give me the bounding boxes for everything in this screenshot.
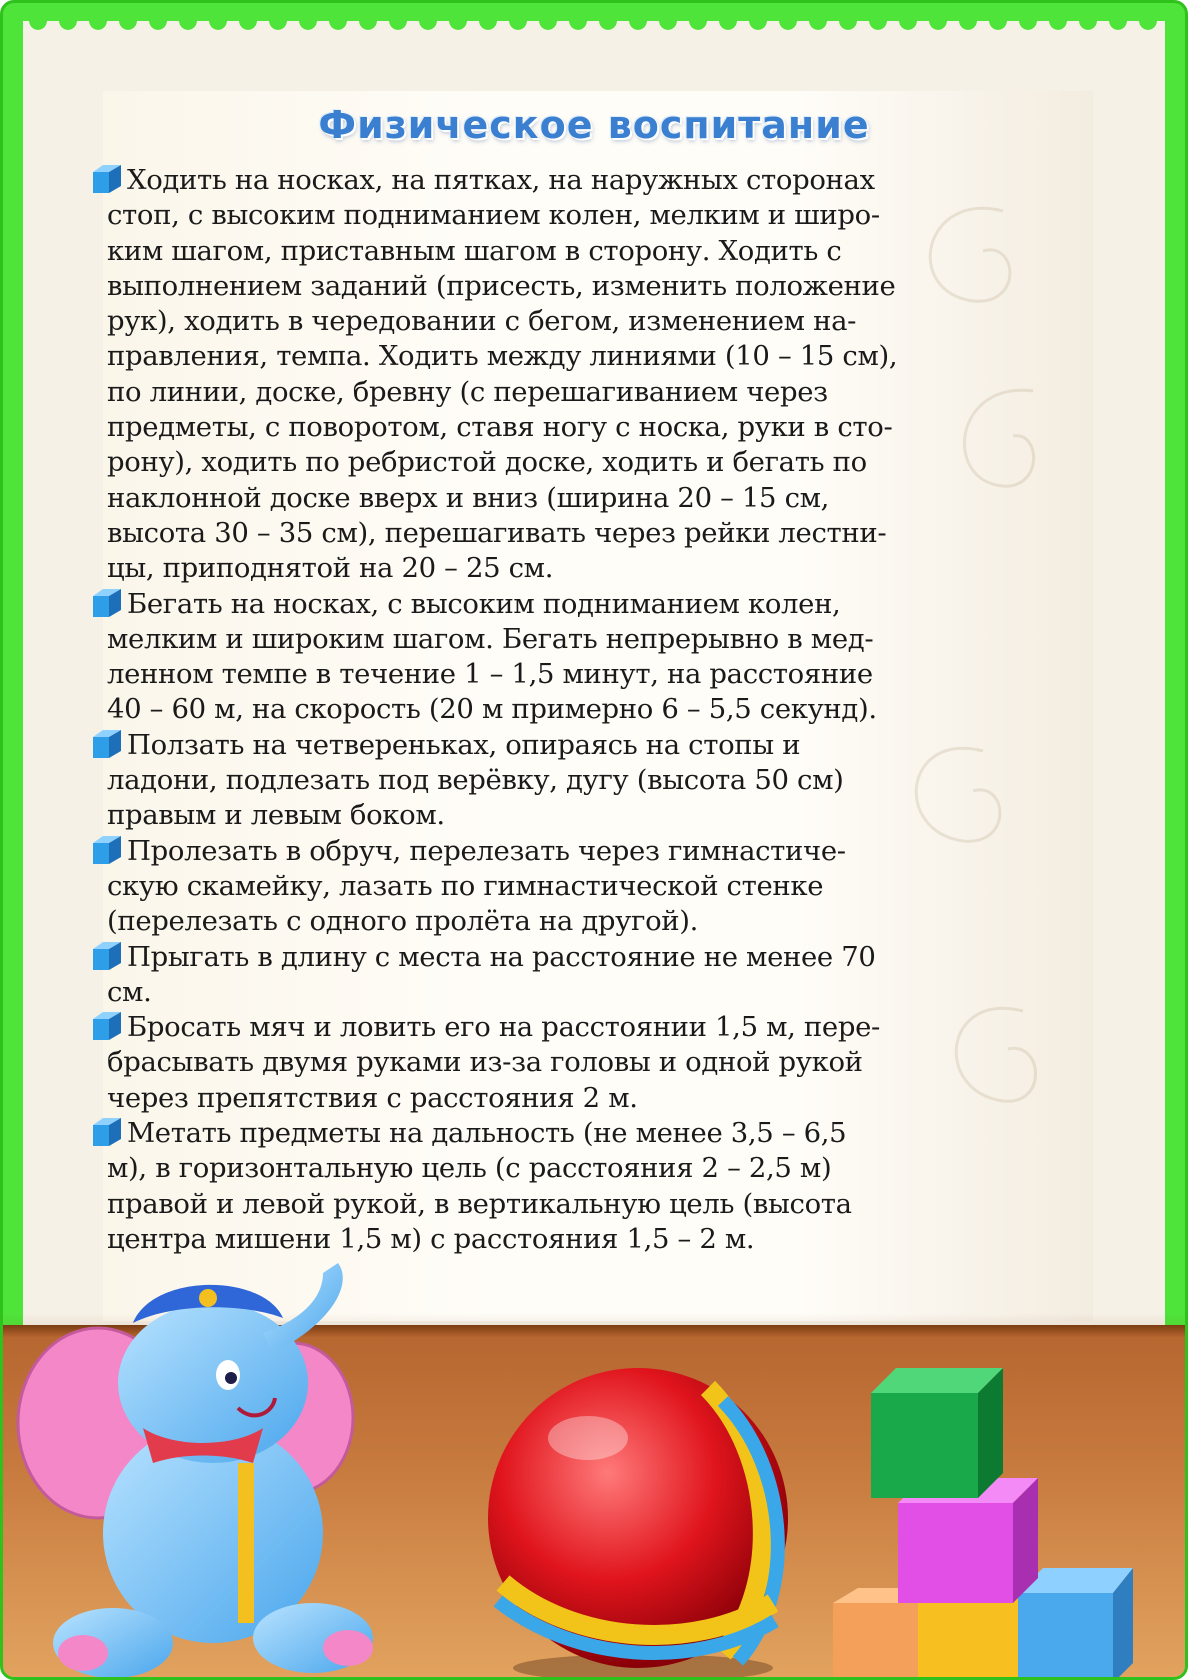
text-line-content: (перелезать с одного пролёта на другой). <box>107 905 699 938</box>
blue-cube-bullet-icon <box>91 940 125 972</box>
text-line-content: Ходить на носках, на пятках, на наружных сторонах <box>127 164 875 196</box>
text-line <box>107 940 1097 975</box>
text-line <box>107 834 1097 869</box>
text-line-content: цы, приподнятой на 20 – 25 см. <box>107 552 554 585</box>
text-line-content: м), в горизонтальную цель (с расстояния 2 – 2,5 м) <box>107 1152 832 1185</box>
text-line <box>107 269 1097 304</box>
cubes-toy-icon <box>833 1368 1133 1680</box>
text-line <box>107 375 1097 410</box>
text-line-content: брасывать двумя руками из-за головы и одной рукой <box>107 1046 863 1079</box>
text-line-content: ладони, подлезать под верёвку, дугу (высота 50 см) <box>107 764 844 797</box>
text-line <box>107 1081 1097 1116</box>
text-line-content: высота 30 – 35 см), перешагивать через рейки лестни- <box>107 516 887 549</box>
toys-illustration <box>3 1263 1188 1680</box>
text-line-content: Ползать на четвереньках, опираясь на стопы и <box>127 728 801 761</box>
text-line-content: ким шагом, приставным шагом в сторону. Ходить с <box>107 234 842 267</box>
text-line <box>107 975 1097 1010</box>
text-line-content: рону), ходить по ребристой доске, ходить и бегать по <box>107 446 867 479</box>
text-line-content: правой и левой рукой, в вертикальную цель (высота <box>107 1187 852 1220</box>
activity-item <box>107 587 1097 728</box>
text-line-content: через препятствия с расстояния 2 м. <box>107 1081 638 1114</box>
text-line <box>107 904 1097 939</box>
blue-cube-bullet-icon <box>91 587 125 619</box>
text-line-content: Прыгать в длину с места на расстояние не менее 70 <box>127 940 876 973</box>
text-line <box>107 304 1097 339</box>
text-line <box>107 622 1097 657</box>
text-line <box>107 339 1097 374</box>
text-line <box>107 551 1097 586</box>
elephant-toy-icon <box>18 1263 373 1678</box>
text-line <box>107 516 1097 551</box>
text-line <box>107 1010 1097 1045</box>
text-line <box>107 163 1097 198</box>
text-line-content: предметы, с поворотом, ставя ногу с носка, руки в сто- <box>107 411 893 444</box>
activity-item <box>107 1116 1097 1257</box>
text-line-content: правления, темпа. Ходить между линиями (10 – 15 см), <box>107 340 898 373</box>
text-line <box>107 445 1097 480</box>
text-line <box>107 763 1097 798</box>
blue-cube-bullet-icon <box>91 1010 125 1042</box>
text-line <box>107 1116 1097 1151</box>
text-line-content: Метать предметы на дальность (не менее 3,5 – 6,5 <box>127 1117 847 1150</box>
text-line-content: скую скамейку, лазать по гимнастической стенке <box>107 869 824 902</box>
text-line-content: по линии, доске, бревну (с перешагиванием через <box>107 375 828 408</box>
activity-item <box>107 940 1097 1011</box>
text-line <box>107 481 1097 516</box>
text-line <box>107 1151 1097 1186</box>
text-line <box>107 798 1097 833</box>
text-line-content: 40 – 60 м, на скорость (20 м примерно 6 – 5,5 секунд). <box>107 693 877 726</box>
text-line-content: Бросать мяч и ловить его на расстоянии 1,5 м, пере- <box>127 1011 880 1044</box>
text-line-content: центра мишени 1,5 м) с расстояния 1,5 – 2 м. <box>107 1222 755 1255</box>
text-line <box>107 587 1097 622</box>
text-line <box>107 728 1097 763</box>
text-line <box>107 657 1097 692</box>
text-line-content: см. <box>107 975 152 1008</box>
text-line <box>107 234 1097 269</box>
text-line-content: наклонной доске вверх и вниз (ширина 20 – 15 см, <box>107 481 830 514</box>
text-line <box>107 1187 1097 1222</box>
blue-cube-bullet-icon <box>91 834 125 866</box>
activity-item <box>107 834 1097 940</box>
text-line-content: мелким и широким шагом. Бегать непрерывно в мед- <box>107 622 874 655</box>
text-line-content: рук), ходить в чередовании с бегом, изменением на- <box>107 305 857 338</box>
text-line-content: стоп, с высоким подниманием колен, мелким и широ- <box>107 199 880 232</box>
page-title: Физическое воспитание <box>318 103 870 147</box>
activity-item <box>107 1010 1097 1116</box>
activity-list <box>107 163 1097 1257</box>
text-line <box>107 692 1097 727</box>
text-line <box>107 869 1097 904</box>
text-line <box>107 1222 1097 1257</box>
blue-cube-bullet-icon <box>91 163 125 195</box>
blue-cube-bullet-icon <box>91 1116 125 1148</box>
text-line-content: Пролезать в обруч, перелезать через гимнастиче- <box>127 834 846 867</box>
text-line-content: правым и левым боком. <box>107 799 445 832</box>
text-line-content: ленном темпе в течение 1 – 1,5 минут, на расстояние <box>107 658 873 691</box>
text-line <box>107 198 1097 233</box>
text-line-content: Бегать на носках, с высоким подниманием колен, <box>127 587 841 620</box>
text-line <box>107 1045 1097 1080</box>
text-line <box>107 410 1097 445</box>
activity-item <box>107 728 1097 834</box>
ball-toy-icon <box>488 1368 788 1680</box>
blue-cube-bullet-icon <box>91 728 125 760</box>
text-line-content: выполнением заданий (присесть, изменить положение <box>107 269 896 302</box>
activity-item <box>107 163 1097 587</box>
